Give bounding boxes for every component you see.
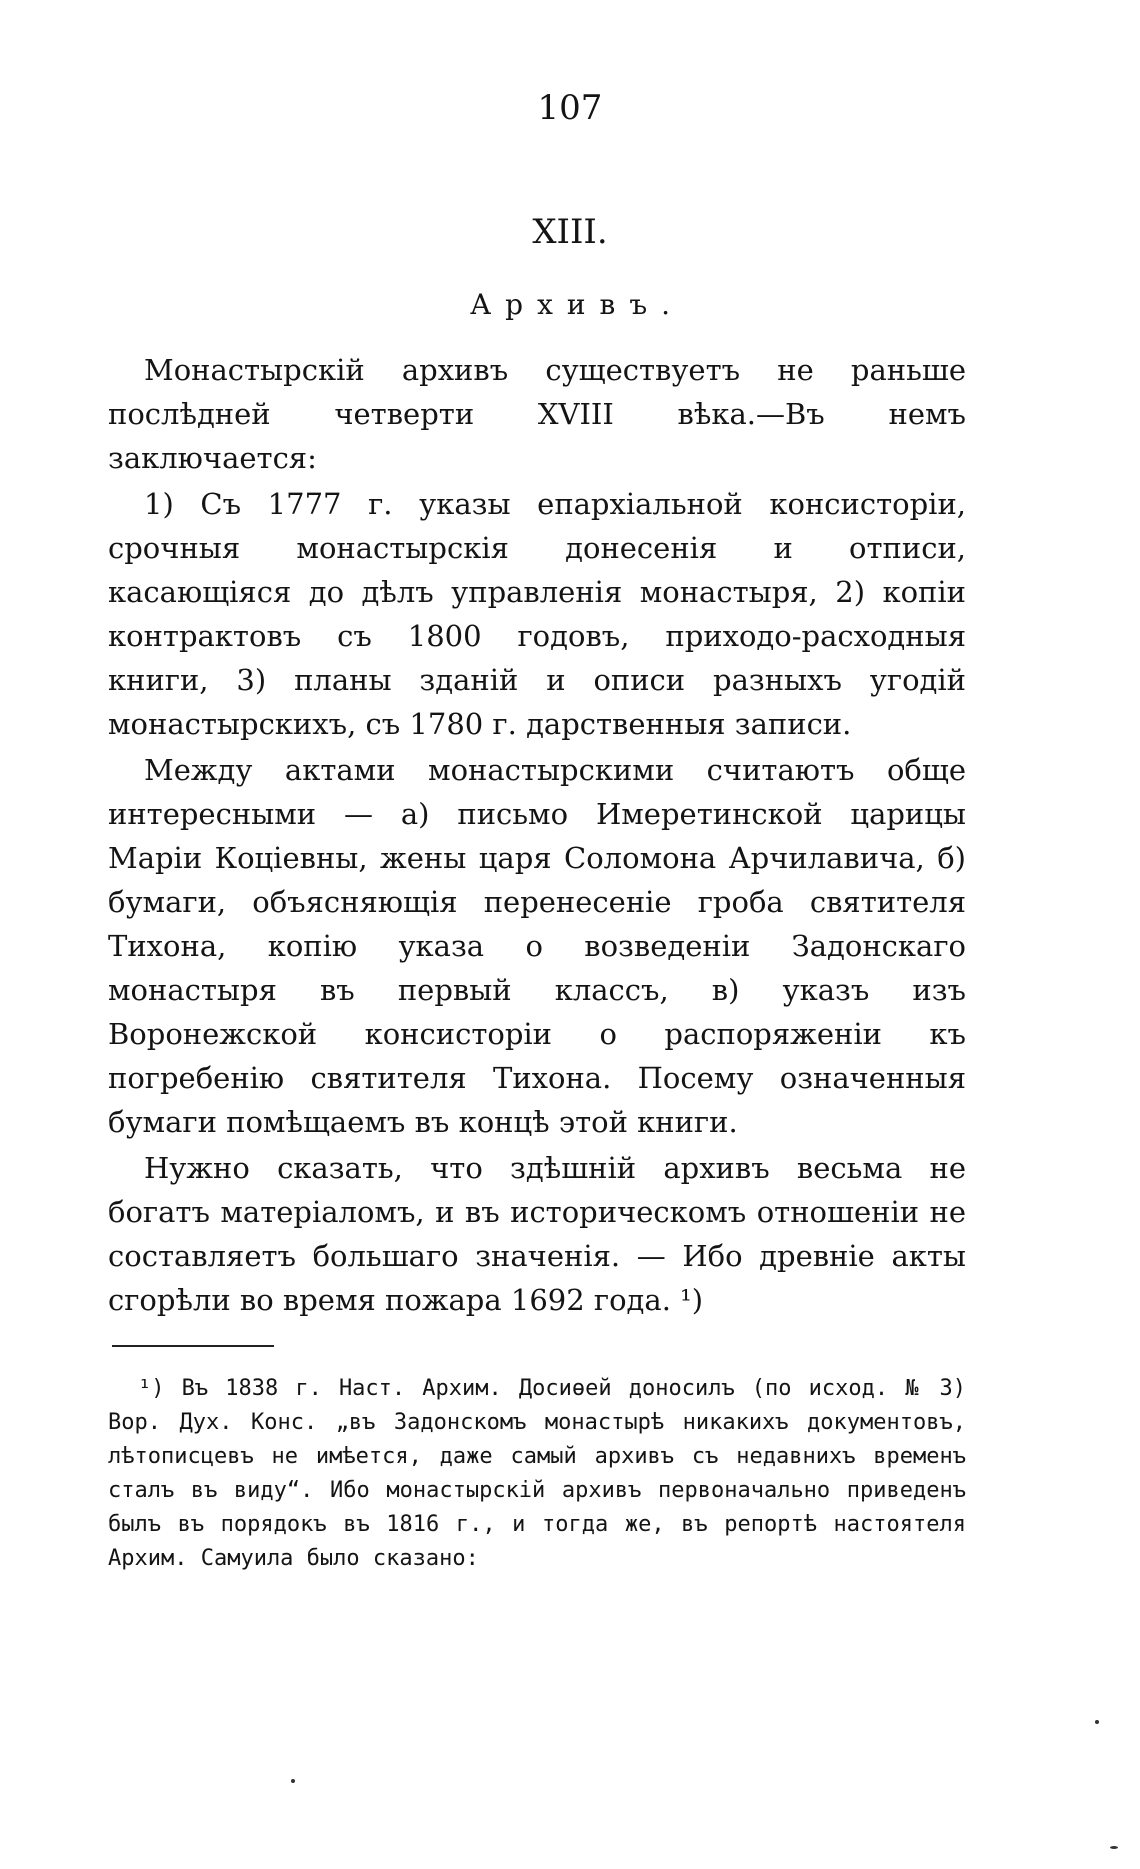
paragraph-archive-value: Нужно сказать, что здѣшній архивъ весьма не богатъ матеріаломъ, и въ историческомъ отношеніи не составляетъ большаго значенія. — Ибо древніе акты сгорѣли во время пожара 1692 года. ¹) (108, 1151, 966, 1317)
footnote: ¹) Въ 1838 г. Наст. Архим. Досиѳей доносилъ (по исход. № 3) Вор. Дух. Конс. „въ Задонскомъ монастырѣ никакихъ документовъ, лѣтописцевъ не имѣется, даже самый архивъ съ недавнихъ временъ сталъ въ виду“. Ибо монастырскій архивъ первоначально приведенъ былъ въ порядокъ въ 1816 г., и тогда же, въ репортѣ настоятеля Архим. Самуила было сказано: (108, 1376, 966, 1571)
paper-speck (1095, 1720, 1099, 1724)
paper-speck (1110, 1846, 1118, 1849)
chapter-number: XIII. (532, 212, 608, 252)
footnote-divider (112, 1345, 274, 1347)
main-text (108, 348, 966, 1324)
paragraph-notable-acts: Между актами монастырскими считаютъ обще интересными — а) письмо Имеретинской царицы Маріи Коціевны, жены царя Соломона Арчилавича, б) бумаги, объясняющія перенесеніе гроба святителя Тихона, копію указа о возведеніи Задонскаго монастыря въ первый классъ, в) указъ изъ Воронежской консисторіи о распоряженіи къ погребенію святителя Тихона. Посему означенныя бумаги помѣщаемъ въ концѣ этой книги. (108, 753, 966, 1139)
paper-speck (291, 1779, 295, 1783)
page-number: 107 (537, 88, 603, 128)
chapter-title: Архивъ. (469, 288, 685, 321)
paragraph-archive-contents: 1) Съ 1777 г. указы епархіальной консисторіи, срочныя монастырскія донесенія и отписи, касающіяся до дѣлъ управленія монастыря, 2) копіи контрактовъ съ 1800 годовъ, приходо-расходныя книги, 3) планы зданій и описи разныхъ угодій монастырскихъ, съ 1780 г. дарственныя записи. (108, 487, 966, 741)
paragraph-intro: Монастырскій архивъ существуетъ не раньше послѣдней четверти XVIII вѣка.—Въ немъ заключается: (108, 353, 966, 475)
